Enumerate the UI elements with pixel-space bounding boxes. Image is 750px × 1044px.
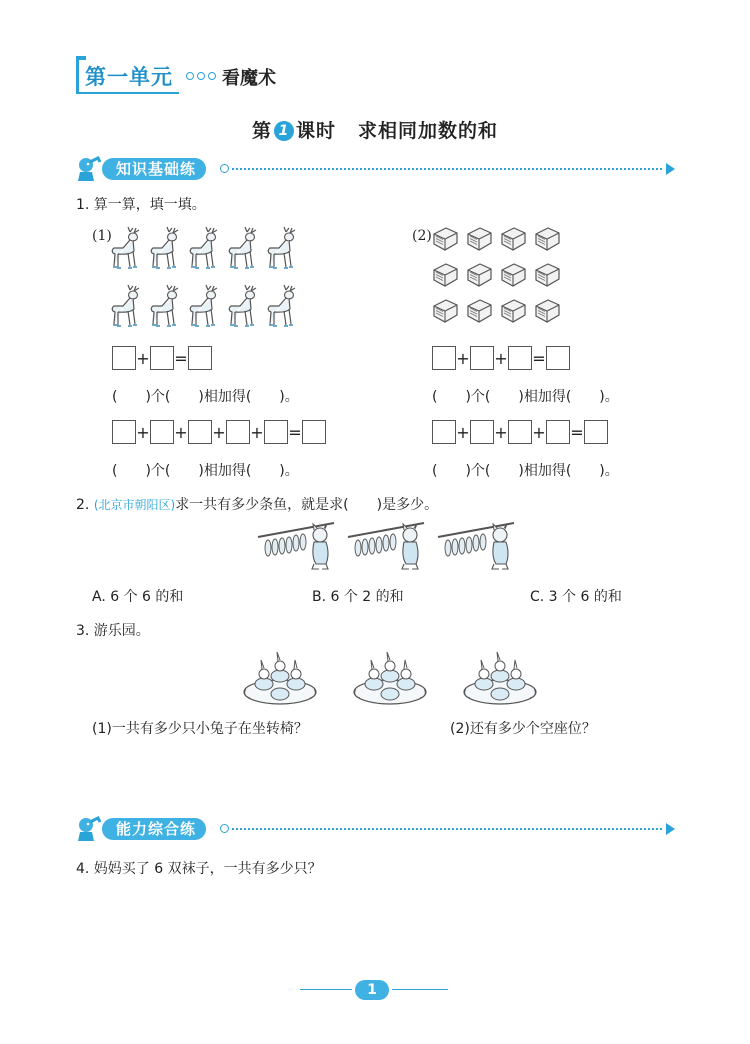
deer-icon bbox=[225, 224, 261, 272]
section-bar-basic bbox=[74, 154, 674, 184]
q2-option-b[interactable]: B. 6 个 2 的和 bbox=[312, 589, 404, 605]
answer-box[interactable] bbox=[188, 346, 212, 370]
answer-box[interactable] bbox=[546, 420, 570, 444]
lesson-title: 第 1 课时 求相同加数的和 bbox=[251, 120, 499, 142]
answer-box[interactable] bbox=[508, 420, 532, 444]
eraser-icon bbox=[498, 298, 528, 324]
eraser-icon bbox=[532, 226, 562, 252]
q2-line bbox=[76, 494, 438, 514]
q4-title: 4. 妈妈买了 6 双袜子，一共有多少只？ bbox=[76, 861, 322, 877]
unit-dots-decoration bbox=[186, 72, 216, 80]
answer-box[interactable] bbox=[264, 420, 288, 444]
fill-sentence-2a[interactable]: ( )个( )相加得( )。 bbox=[432, 389, 619, 405]
lesson-number-badge: 1 bbox=[274, 121, 294, 141]
answer-box[interactable] bbox=[508, 346, 532, 370]
eraser-grid bbox=[430, 226, 562, 324]
eraser-icon bbox=[464, 226, 494, 252]
deer-icon bbox=[147, 224, 183, 272]
fill-sentence-2b[interactable]: ( )个( )相加得( )。 bbox=[432, 463, 619, 479]
q1-title: 1. 算一算，填一填。 bbox=[76, 197, 206, 213]
answer-box[interactable] bbox=[188, 420, 212, 444]
answer-box[interactable] bbox=[470, 420, 494, 444]
answer-box[interactable] bbox=[432, 420, 456, 444]
answer-box[interactable] bbox=[150, 420, 174, 444]
q2-option-a[interactable]: A. 6 个 6 的和 bbox=[92, 589, 184, 605]
section-title-basic: 知识基础练 bbox=[102, 158, 206, 180]
q2-number: 2. bbox=[76, 497, 90, 513]
answer-box[interactable] bbox=[302, 420, 326, 444]
answer-box[interactable] bbox=[150, 346, 174, 370]
answer-box[interactable] bbox=[112, 420, 136, 444]
deer-icon bbox=[108, 282, 144, 330]
section-bar-advanced bbox=[74, 814, 674, 844]
answer-box[interactable] bbox=[112, 346, 136, 370]
q2-option-c[interactable]: C. 3 个 6 的和 bbox=[530, 589, 622, 605]
lesson-name: 求相同加数的和 bbox=[358, 120, 499, 142]
eraser-icon bbox=[430, 262, 460, 288]
deer-row-1 bbox=[108, 224, 300, 272]
teacup-rides bbox=[240, 648, 540, 708]
equation-1a: + = bbox=[112, 346, 212, 370]
q1-part1-label: (1) bbox=[92, 228, 112, 244]
cats-with-fish bbox=[256, 520, 516, 572]
q2-text: 求一共有多少条鱼，就是求( )是多少。 bbox=[175, 497, 439, 513]
q1-part2-label: (2) bbox=[412, 228, 432, 244]
fill-sentence-1b[interactable]: ( )个( )相加得( )。 bbox=[112, 463, 299, 479]
cat-carrying-fish-icon bbox=[436, 520, 516, 572]
deer-icon bbox=[108, 224, 144, 272]
answer-box[interactable] bbox=[546, 346, 570, 370]
eraser-icon bbox=[498, 262, 528, 288]
cat-carrying-fish-icon bbox=[256, 520, 336, 572]
fill-sentence-1a[interactable]: ( )个( )相加得( )。 bbox=[112, 389, 299, 405]
deer-row-2 bbox=[108, 282, 300, 330]
deer-icon bbox=[225, 282, 261, 330]
q3-sub2: (2)还有多少个空座位？ bbox=[450, 721, 596, 737]
rabbit-teacup-ride-icon bbox=[350, 648, 430, 708]
answer-box[interactable] bbox=[470, 346, 494, 370]
deer-icon bbox=[186, 282, 222, 330]
equation-2b: + + + = bbox=[432, 420, 608, 444]
unit-subtitle: 看魔术 bbox=[222, 68, 276, 89]
eraser-icon bbox=[464, 262, 494, 288]
kid-mascot-icon bbox=[74, 814, 104, 844]
deer-icon bbox=[147, 282, 183, 330]
page-line-left bbox=[300, 989, 352, 990]
page-number: 1 bbox=[355, 980, 389, 1000]
answer-box[interactable] bbox=[432, 346, 456, 370]
answer-box[interactable] bbox=[226, 420, 250, 444]
eraser-icon bbox=[430, 226, 460, 252]
cat-carrying-fish-icon bbox=[346, 520, 426, 572]
unit-header bbox=[76, 60, 179, 94]
rabbit-teacup-ride-icon bbox=[240, 648, 320, 708]
deer-icon bbox=[264, 282, 300, 330]
q3-sub1: (1)一共有多少只小兔子在坐转椅？ bbox=[92, 721, 308, 737]
q2-source: (北京市朝阳区) bbox=[93, 498, 176, 512]
deer-icon bbox=[264, 224, 300, 272]
equation-1b: + + + + = bbox=[112, 420, 326, 444]
eraser-icon bbox=[498, 226, 528, 252]
deer-icon bbox=[186, 224, 222, 272]
equation-2a: + + = bbox=[432, 346, 570, 370]
answer-box[interactable] bbox=[584, 420, 608, 444]
eraser-icon bbox=[430, 298, 460, 324]
kid-mascot-icon bbox=[74, 154, 104, 184]
section-title-advanced: 能力综合练 bbox=[102, 818, 206, 840]
page-line-right bbox=[392, 989, 448, 990]
eraser-icon bbox=[464, 298, 494, 324]
q3-title: 3. 游乐园。 bbox=[76, 623, 150, 639]
rabbit-teacup-ride-icon bbox=[460, 648, 540, 708]
eraser-icon bbox=[532, 298, 562, 324]
unit-title: 第一单元 bbox=[85, 65, 173, 89]
eraser-icon bbox=[532, 262, 562, 288]
